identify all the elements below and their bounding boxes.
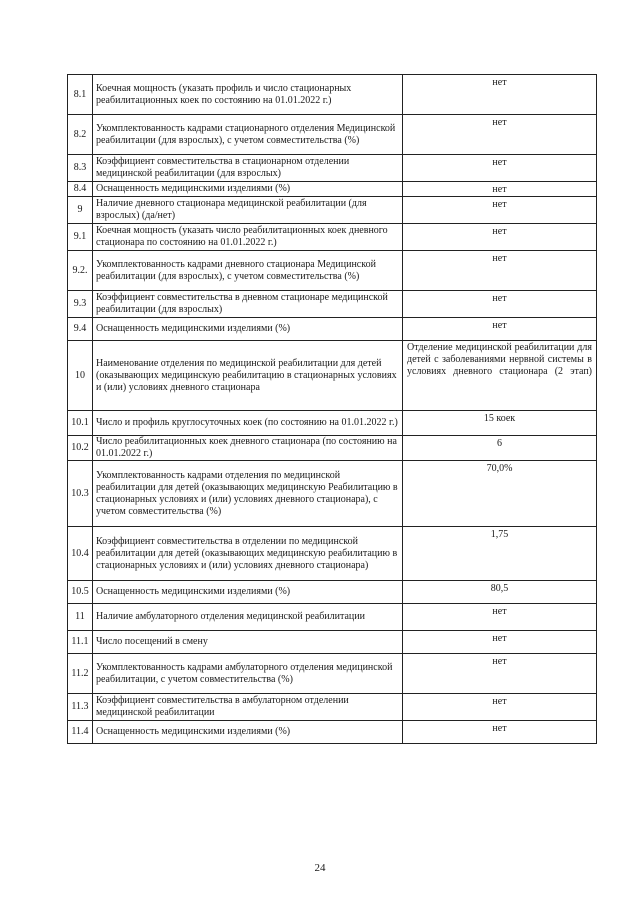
indicator-value: нет bbox=[403, 721, 597, 744]
indicator-name: Число реабилитационных коек дневного стационара (по состоянию на 01.01.2022 г.) bbox=[93, 436, 403, 461]
indicator-name: Коечная мощность (указать число реабилитационных коек дневного стационара по состоянию на 01.01.2022 г.) bbox=[93, 224, 403, 251]
indicator-value: 15 коек bbox=[403, 411, 597, 436]
table-row bbox=[68, 182, 597, 197]
indicator-name: Оснащенность медицинскими изделиями (%) bbox=[93, 721, 403, 744]
table-row bbox=[68, 411, 597, 436]
table-row bbox=[68, 694, 597, 721]
indicator-name: Наименование отделения по медицинской реабилитации для детей (оказывающих медицинскую реабилитацию в стационарных условиях и (или) условиях дневного стационара bbox=[93, 341, 403, 411]
indicator-value: 70,0% bbox=[403, 461, 597, 527]
indicator-value: нет bbox=[403, 182, 597, 197]
row-number: 8.4 bbox=[68, 182, 93, 197]
indicator-name: Укомплектованность кадрами стационарного отделения Медицинской реабилитации (для взрослых), с учетом совместительства (%) bbox=[93, 115, 403, 155]
row-number: 10 bbox=[68, 341, 93, 411]
indicator-value: Отделение медицинской реабилитации для детей с заболеваниями нервной системы в условиях дневного стационара (2 этап) bbox=[403, 341, 597, 411]
table-row bbox=[68, 155, 597, 182]
indicator-name: Коечная мощность (указать профиль и число стационарных реабилитационных коек по состоянию на 01.01.2022 г.) bbox=[93, 75, 403, 115]
indicator-name: Укомплектованность кадрами амбулаторного отделения медицинской реабилитации, с учетом совместительства (%) bbox=[93, 654, 403, 694]
row-number: 11.4 bbox=[68, 721, 93, 744]
table-row bbox=[68, 654, 597, 694]
page-number: 24 bbox=[314, 862, 326, 874]
table-row bbox=[68, 721, 597, 744]
row-number: 8.1 bbox=[68, 75, 93, 115]
row-number: 11 bbox=[68, 604, 93, 631]
indicator-value: нет bbox=[403, 197, 597, 224]
indicator-value: нет bbox=[403, 654, 597, 694]
row-number: 8.2 bbox=[68, 115, 93, 155]
indicator-name: Оснащенность медицинскими изделиями (%) bbox=[93, 581, 403, 604]
indicator-name: Укомплектованность кадрами дневного стационара Медицинской реабилитации (для взрослых), с учетом совместительства (%) bbox=[93, 251, 403, 291]
indicator-value: нет bbox=[403, 155, 597, 182]
indicator-value: 6 bbox=[403, 436, 597, 461]
indicator-value: нет bbox=[403, 631, 597, 654]
row-number: 10.5 bbox=[68, 581, 93, 604]
table-row bbox=[68, 341, 597, 411]
table-row bbox=[68, 291, 597, 318]
table-row bbox=[68, 436, 597, 461]
indicator-name: Коэффициент совместительства в отделении по медицинской реабилитации для детей (оказывающих медицинскую реабилитацию в стационарных условиях и (или) условиях дневного стационара) bbox=[93, 527, 403, 581]
indicator-name: Коэффициент совместительства в стационарном отделении медицинской реабилитации (для взрослых) bbox=[93, 155, 403, 182]
table-row bbox=[68, 581, 597, 604]
table-row bbox=[68, 224, 597, 251]
indicator-value: нет bbox=[403, 694, 597, 721]
table-row bbox=[68, 604, 597, 631]
table-row bbox=[68, 251, 597, 291]
indicator-value: нет bbox=[403, 251, 597, 291]
indicator-name: Оснащенность медицинскими изделиями (%) bbox=[93, 318, 403, 341]
indicator-value: нет bbox=[403, 115, 597, 155]
row-number: 11.1 bbox=[68, 631, 93, 654]
indicator-name: Число и профиль круглосуточных коек (по состоянию на 01.01.2022 г.) bbox=[93, 411, 403, 436]
table-row bbox=[68, 115, 597, 155]
row-number: 9.2. bbox=[68, 251, 93, 291]
row-number: 11.2 bbox=[68, 654, 93, 694]
indicator-value: нет bbox=[403, 291, 597, 318]
indicator-value: нет bbox=[403, 604, 597, 631]
table-row bbox=[68, 75, 597, 115]
indicator-value: нет bbox=[403, 75, 597, 115]
row-number: 10.1 bbox=[68, 411, 93, 436]
indicator-name: Число посещений в смену bbox=[93, 631, 403, 654]
indicator-name: Наличие дневного стационара медицинской реабилитации (для взрослых) (да/нет) bbox=[93, 197, 403, 224]
indicator-name: Наличие амбулаторного отделения медицинской реабилитации bbox=[93, 604, 403, 631]
row-number: 9.1 bbox=[68, 224, 93, 251]
table-row bbox=[68, 318, 597, 341]
indicator-value: нет bbox=[403, 224, 597, 251]
indicator-name: Укомплектованность кадрами отделения по медицинской реабилитации для детей (оказывающих медицинскую Реабилитацию в стационарных условиях и (или) условиях дневного стационара), с учетом совместительства (%) bbox=[93, 461, 403, 527]
row-number: 8.3 bbox=[68, 155, 93, 182]
row-number: 9 bbox=[68, 197, 93, 224]
indicator-value: 80,5 bbox=[403, 581, 597, 604]
document-page bbox=[67, 74, 597, 744]
row-number: 9.3 bbox=[68, 291, 93, 318]
indicator-name: Коэффициент совместительства в амбулаторном отделении медицинской реабилитации bbox=[93, 694, 403, 721]
table-body bbox=[68, 75, 597, 744]
row-number: 10.3 bbox=[68, 461, 93, 527]
row-number: 10.4 bbox=[68, 527, 93, 581]
table-row bbox=[68, 631, 597, 654]
table-row bbox=[68, 461, 597, 527]
row-number: 10.2 bbox=[68, 436, 93, 461]
indicator-name: Оснащенность медицинскими изделиями (%) bbox=[93, 182, 403, 197]
table-row bbox=[68, 527, 597, 581]
table-row bbox=[68, 197, 597, 224]
indicator-value: нет bbox=[403, 318, 597, 341]
row-number: 9.4 bbox=[68, 318, 93, 341]
row-number: 11.3 bbox=[68, 694, 93, 721]
indicator-value: 1,75 bbox=[403, 527, 597, 581]
indicator-name: Коэффициент совместительства в дневном стационаре медицинской реабилитации (для взрослых) bbox=[93, 291, 403, 318]
rehabilitation-table bbox=[67, 74, 597, 744]
